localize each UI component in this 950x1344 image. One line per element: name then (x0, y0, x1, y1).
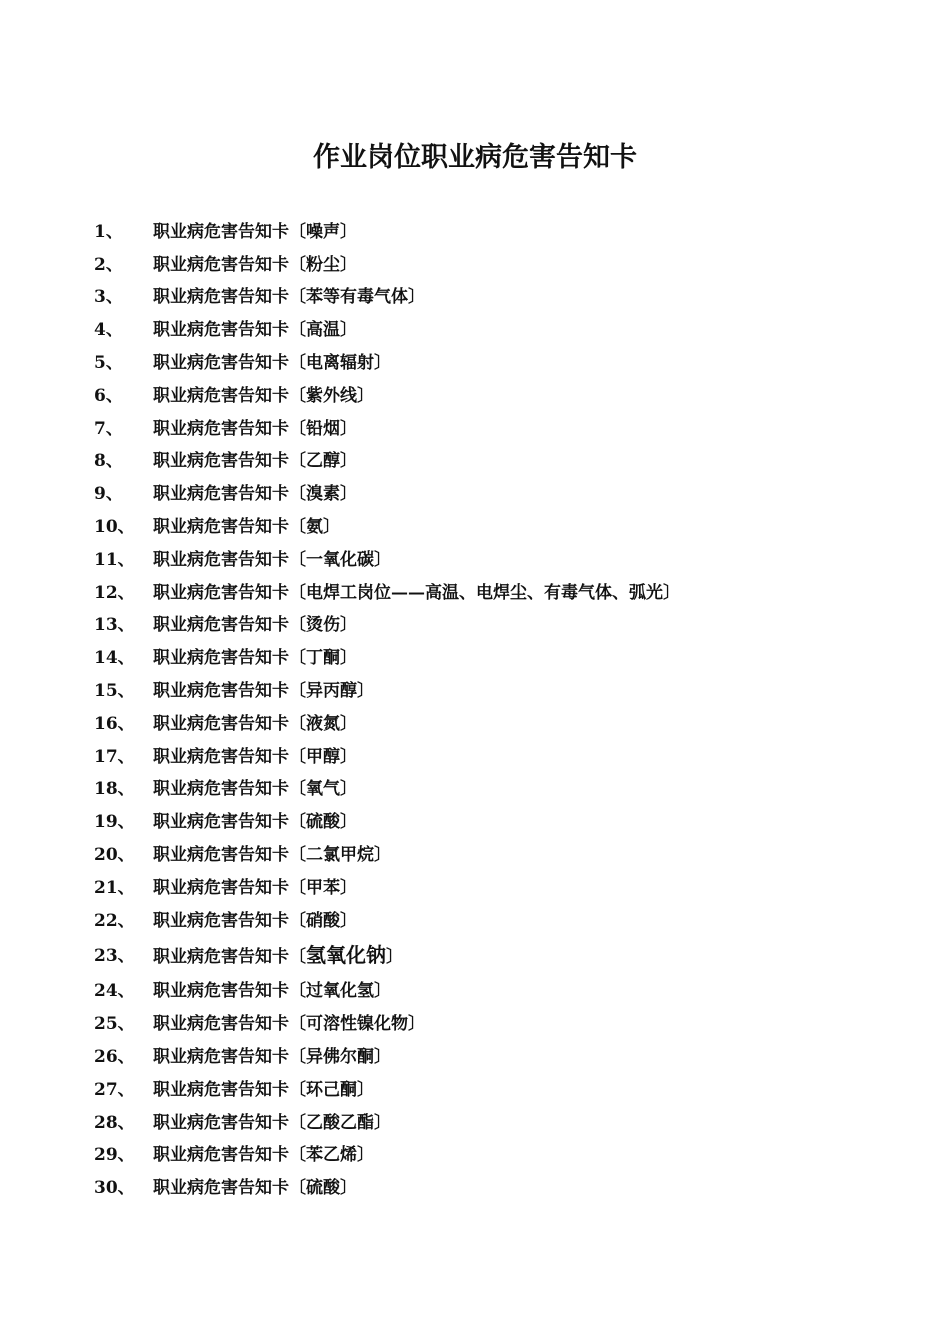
item-text: 职业病危害告知卡〔环己酮〕 (153, 1079, 374, 1100)
item-text: 职业病危害告知卡〔电焊工岗位——高温、电焊尘、有毒气体、弧光〕 (153, 582, 680, 603)
list-item (94, 639, 914, 672)
item-text: 职业病危害告知卡〔溴素〕 (153, 484, 357, 505)
list-item (94, 475, 914, 508)
item-number: 29、 (94, 1145, 135, 1166)
item-text: 职业病危害告知卡〔硫酸〕 (153, 1178, 357, 1199)
item-number: 14、 (94, 648, 135, 669)
page-title: 作业岗位职业病危害告知卡 (313, 142, 637, 173)
item-text: 职业病危害告知卡〔甲苯〕 (153, 877, 357, 898)
item-text: 职业病危害告知卡〔甲醇〕 (153, 746, 357, 767)
item-text: 职业病危害告知卡〔铅烟〕 (153, 418, 357, 439)
item-text (153, 939, 914, 968)
list-item (94, 902, 914, 935)
item-number: 12、 (94, 582, 135, 603)
item-number: 17、 (94, 746, 135, 767)
list-item (94, 803, 914, 836)
item-number: 22、 (94, 910, 135, 931)
list-item (94, 279, 914, 312)
item-text: 职业病危害告知卡〔二氯甲烷〕 (153, 845, 391, 866)
item-text: 职业病危害告知卡〔氧气〕 (153, 779, 357, 800)
item-text: 职业病危害告知卡〔乙酸乙酯〕 (153, 1112, 391, 1133)
item-text: 职业病危害告知卡〔异佛尔酮〕 (153, 1047, 391, 1068)
item-text: 职业病危害告知卡〔硝酸〕 (153, 910, 357, 931)
item-text: 职业病危害告知卡〔异丙醇〕 (153, 681, 374, 702)
item-number: 30、 (94, 1178, 135, 1199)
item-text: 职业病危害告知卡〔噪声〕 (153, 221, 357, 242)
list-item (94, 246, 914, 279)
list-item (94, 1137, 914, 1170)
item-number: 13、 (94, 615, 135, 636)
list-item (94, 410, 914, 443)
list-item (94, 738, 914, 771)
list-item (94, 973, 914, 1006)
item-text: 职业病危害告知卡〔过氧化氢〕 (153, 981, 391, 1002)
item-number: 18、 (94, 779, 135, 800)
item-number: 11、 (94, 549, 135, 570)
item-text: 职业病危害告知卡〔苯乙烯〕 (153, 1145, 374, 1166)
item-number: 4、 (94, 320, 123, 341)
list-item (94, 869, 914, 902)
list-item (94, 672, 914, 705)
item-number: 28、 (94, 1112, 135, 1133)
item-number: 25、 (94, 1014, 135, 1035)
item-text: 职业病危害告知卡〔氨〕 (153, 517, 340, 538)
item-number: 19、 (94, 812, 135, 833)
list-item (94, 508, 914, 541)
item-text: 职业病危害告知卡〔紫外线〕 (153, 385, 374, 406)
item-number: 16、 (94, 713, 135, 734)
item-text: 职业病危害告知卡〔粉尘〕 (153, 254, 357, 275)
item-text: 职业病危害告知卡〔液氮〕 (153, 713, 357, 734)
item-text-suffix: 〕 (386, 947, 403, 968)
item-text: 职业病危害告知卡〔丁酮〕 (153, 648, 357, 669)
item-number: 1、 (94, 221, 123, 242)
item-number: 10、 (94, 517, 135, 538)
item-number: 27、 (94, 1079, 135, 1100)
list-item (94, 1038, 914, 1071)
item-number: 21、 (94, 877, 135, 898)
item-text: 职业病危害告知卡〔硫酸〕 (153, 812, 357, 833)
item-text-prefix: 职业病危害告知卡〔 (153, 947, 306, 968)
item-text: 职业病危害告知卡〔一氧化碳〕 (153, 549, 391, 570)
item-number: 6、 (94, 385, 123, 406)
item-text-large: 氢氧化钠 (306, 943, 386, 968)
item-number: 24、 (94, 981, 135, 1002)
list-item (94, 607, 914, 640)
list-item (94, 311, 914, 344)
list-item (94, 1169, 914, 1202)
item-number: 15、 (94, 681, 135, 702)
item-number: 5、 (94, 353, 123, 374)
list-item (94, 1071, 914, 1104)
list-item (94, 377, 914, 410)
item-number: 9、 (94, 484, 123, 505)
item-number: 23、 (94, 946, 135, 967)
item-number: 2、 (94, 254, 123, 275)
item-number: 20、 (94, 845, 135, 866)
list-item (94, 213, 914, 246)
item-text: 职业病危害告知卡〔电离辐射〕 (153, 353, 391, 374)
list-item (94, 771, 914, 804)
item-text: 职业病危害告知卡〔可溶性镍化物〕 (153, 1014, 425, 1035)
list-item (94, 443, 914, 476)
list-item (94, 705, 914, 738)
list-item (94, 541, 914, 574)
item-number: 8、 (94, 451, 123, 472)
list-item (94, 1005, 914, 1038)
item-number: 7、 (94, 418, 123, 439)
card-list (94, 213, 914, 1202)
list-item (94, 1104, 914, 1137)
item-number: 26、 (94, 1047, 135, 1068)
list-item (94, 574, 914, 607)
list-item (94, 836, 914, 869)
item-text: 职业病危害告知卡〔高温〕 (153, 320, 357, 341)
list-item (94, 935, 914, 973)
item-text: 职业病危害告知卡〔烫伤〕 (153, 615, 357, 636)
item-number: 3、 (94, 287, 123, 308)
item-text: 职业病危害告知卡〔乙醇〕 (153, 451, 357, 472)
item-text: 职业病危害告知卡〔苯等有毒气体〕 (153, 287, 425, 308)
list-item (94, 344, 914, 377)
